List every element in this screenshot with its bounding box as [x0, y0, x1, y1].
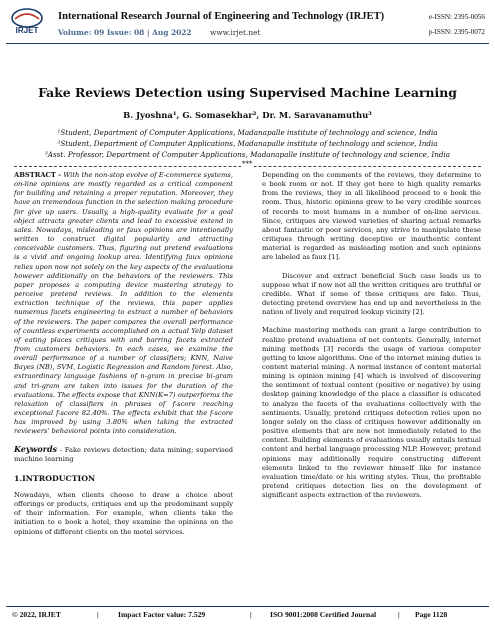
body-paragraph-2: Discover and extract beneficial Such case leads us to suppose what if now not all the written critiques are truthful or credible. What if some of these critiques are fake. Thus, detecting pretend overview has end up and nevertheless in the nation of lively and required lookup vicinity [2].	[262, 271, 481, 317]
keywords-text: - Fake reviews detection; data mining; supervised machine learning	[14, 445, 233, 463]
body-paragraph-3: Machine mastering methods can grant a large contribution to realize pretend evaluations of net contents. Generally, internet mining methods [3] records the usage of various computer getting to know algorithms. One of the internet mining duties is content material mining. A normal instance of content material mining is opinion mining [4] which is involved of discovering the sentiment of textual content (positive or negative) by using desktop gaining knowledge of the place a classifier is educated to analyze the facets of the evaluations collectively with the sentiments. Usually, pretend critiques detection relies upon no longer solely on the class of critiques however additionally on positive elements that are now not immediately related to the content. Building elements of evaluations usually entails textual content and herbal language processing NLP. However, pretend opinions may additionally require constructing different elements linked to the reviewer himself like for instance evaluation time/date or his writing styles. Thus, the profitable pretend critiques detection lies on the development of significant aspects extraction of the reviewers.	[262, 326, 481, 500]
abstract-text: With the non-stop evolve of E-commerce systems, on-line opinions are mostly regarded as a critical component for building and retaining a proper reputation. Moreover, they have an tremendous function in the selection making procedure for give up users. Usually, a high-quality evaluate for a goal object attracts greater clients and lead to excessive extend in sales. Nowadays, misleading or faux opinions are intentionally written to construct digital popularity and attracting conceivable customers. Thus, figuring out pretend evaluations is a vivid and ongoing lookup area. Identifying faux opinions relies upon now not solely on the key aspects of the evaluations however additionally on the behaviors of the reviewers. This paper proposes a computing device mastering strategy to perceive pretend reviews. In addition to the elements extraction technique of the reviews, this paper applies numerous facets engineering to extract a number of behaviors of the reviewers. The paper compares the overall performance of countless experiments accomplished on a actual Yelp dataset of eating places critiques with and barring facets extracted from customers behaviors. In each cases, we examine the overall performance of a number of classifiers; KNN, Naive Bayes (NB), SVM, Logistic Regression and Random forest. Also, extraordinary language fashions of n-gram in precise bi-gram and tri-gram are taken into issues for the duration of the evaluations. The effects expose that KNN(K=7) outperforms the relaxation of classifiers in phrases of f-score reaching exceptional f-score 82.40%. The effects exhibit that the f-score has improved by using 3.80% when taking the extracted reviewers' behavioral points into consideration.	[14, 171, 233, 436]
footer-impact: Impact Factor value: 7.529	[118, 610, 206, 619]
affiliation-3: ³Asst. Professor, Department of Computer Applications, Madanapalle institute of technology and science, India	[44, 150, 451, 159]
volume-info: Volume: 09 Issue: 08 | Aug 2022	[58, 28, 192, 37]
left-column	[14, 171, 233, 537]
footer-divider: |	[250, 610, 252, 619]
intro-paragraph: Nowadays, when clients choose to draw a choice about offerings or products, critiques end up the predominant supply of their information. For example, when clients take the initiation to e book a hotel, they examine the opinions on the opinions of different clients on the motel services.	[14, 491, 233, 536]
journal-header	[0, 0, 495, 68]
separator-stars: ***	[242, 160, 253, 168]
footer-rule	[6, 606, 489, 607]
affiliation-1: ¹Student, Department of Computer Applications, Madanapalle institute of technology and science, India	[57, 128, 438, 137]
body-paragraph-1: Depending on the comments of the reviews, they determine to e book room or not. If they got here to high quality remarks from the reviews, they in all likelihood proceed to e book the room. Thus, historic opinions grew to be very credible sources of records to most humans in a number of on-line services. Since, critiques are viewed varieties of sharing actual remarks about fantastic or poor services, any strive to manipulate these critiques through writing deceptive or inauthentic content material is regarded as misleading motion and such opinions are labeled as faux [1].	[262, 171, 481, 262]
footer-divider: |	[97, 610, 99, 619]
footer-iso: ISO 9001:2008 Certified Journal	[270, 610, 377, 619]
e-issn: e-ISSN: 2395-0056	[428, 13, 485, 21]
svg-text:IRJET: IRJET	[15, 26, 39, 35]
footer-copyright: © 2022, IRJET	[12, 610, 61, 619]
header-rule	[6, 43, 489, 44]
journal-meta	[58, 28, 261, 37]
footer-page-number: Page 1128	[415, 610, 448, 619]
keywords-label: Keywords	[14, 443, 58, 454]
paper-title: Fake Reviews Detection using Supervised Machine Learning	[38, 85, 457, 100]
p-issn: p-ISSN: 2395-0072	[428, 28, 485, 36]
paper-authors: B. Jyoshna¹, G. Somasekhar², Dr. M. Saravanamuthu³	[123, 110, 372, 120]
keywords	[14, 445, 233, 464]
affiliation-2: ²Student, Department of Computer Applications, Madanapalle institute of technology and science, India	[57, 139, 438, 148]
footer-divider: |	[398, 610, 400, 619]
journal-name: International Research Journal of Engineering and Technology (IRJET)	[58, 11, 385, 22]
irjet-logo-icon	[7, 7, 47, 35]
right-column	[262, 171, 481, 500]
abstract-label: ABSTRACT -	[14, 171, 64, 179]
abstract	[14, 171, 233, 437]
journal-website-link[interactable]: www.irjet.net	[210, 28, 261, 37]
section-heading-introduction: 1.INTRODUCTION	[14, 473, 96, 483]
